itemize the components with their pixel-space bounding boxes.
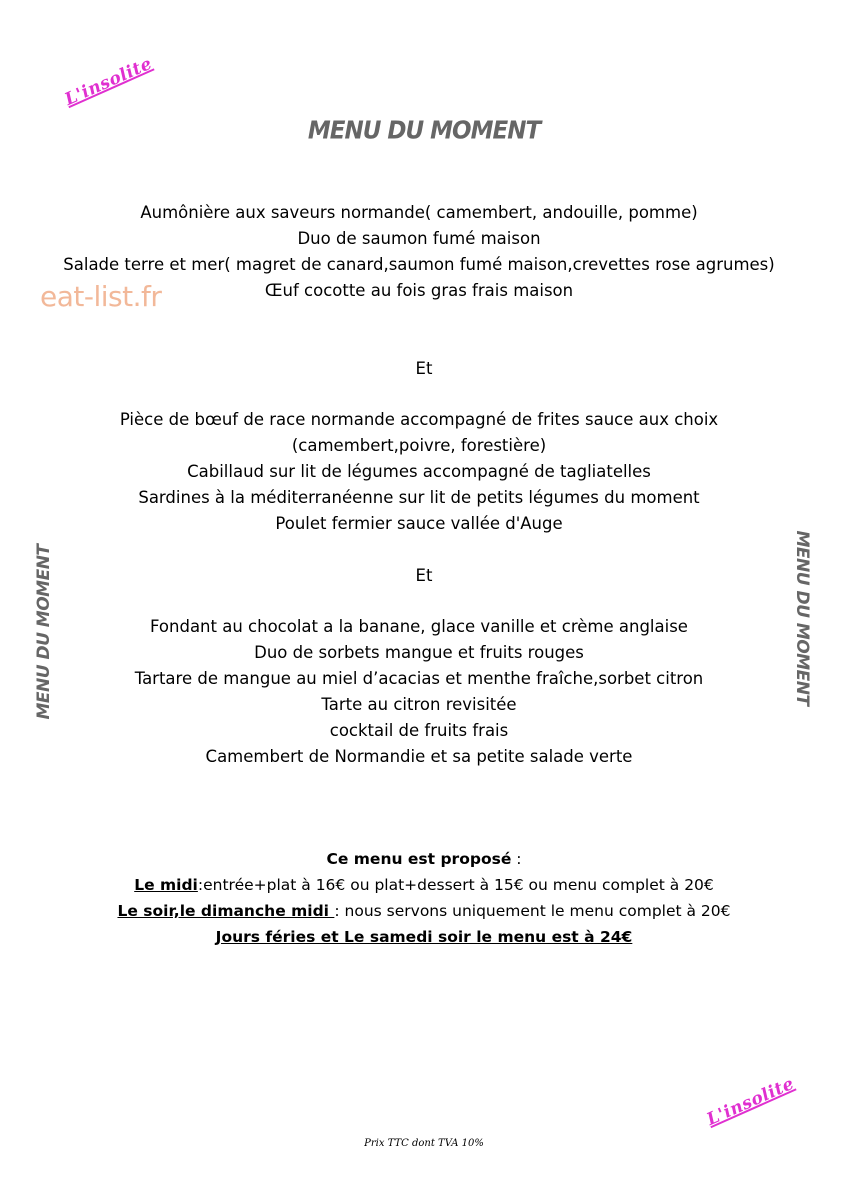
entrees-section bbox=[0, 200, 843, 304]
menu-item: Œuf cocotte au fois gras frais maison bbox=[264, 281, 574, 300]
separator-text: Et bbox=[415, 566, 433, 585]
menu-item: Aumônière aux saveurs normande( camembert, andouille, pomme) bbox=[140, 203, 698, 222]
pricing-info bbox=[0, 846, 848, 950]
watermark: eat-list.fr bbox=[40, 280, 162, 313]
menu-item: Poulet fermier sauce vallée d'Auge bbox=[275, 514, 563, 533]
menu-item: Duo de sorbets mangue et fruits rouges bbox=[254, 643, 584, 662]
menu-item: (camembert,poivre, forestière) bbox=[291, 436, 547, 455]
logo-bottom: L'insolite bbox=[703, 1073, 798, 1130]
desserts-section bbox=[0, 614, 843, 770]
side-title-left: MENU DU MOMENT bbox=[34, 544, 54, 720]
plats-section bbox=[0, 407, 843, 537]
menu-item: Salade terre et mer( magret de canard,saumon fumé maison,crevettes rose agrumes) bbox=[63, 255, 775, 274]
side-title-right: MENU DU MOMENT bbox=[792, 530, 812, 706]
menu-item: Tartare de mangue au miel d’acacias et menthe fraîche,sorbet citron bbox=[134, 669, 704, 688]
menu-item: Sardines à la méditerranéenne sur lit de petits légumes du moment bbox=[138, 488, 700, 507]
menu-item: cocktail de fruits frais bbox=[329, 721, 509, 740]
logo-top: L'insolite bbox=[61, 53, 156, 110]
menu-item: Duo de saumon fumé maison bbox=[297, 229, 541, 248]
menu-item: Cabillaud sur lit de légumes accompagné de tagliatelles bbox=[187, 462, 651, 481]
midi-label: Le midi bbox=[134, 876, 198, 894]
footer-price-note: Prix TTC dont TVA 10% bbox=[364, 1138, 484, 1149]
midi-text: :entrée+plat à 16€ ou plat+dessert à 15€ ou menu complet à 20€ bbox=[197, 876, 714, 894]
menu-item: Tarte au citron revisitée bbox=[321, 695, 517, 714]
pricing-heading-suffix: : bbox=[511, 850, 522, 868]
pricing-feries bbox=[0, 924, 848, 950]
soir-label: Le soir,le dimanche midi bbox=[117, 902, 335, 920]
soir-text: : nous servons uniquement le menu complet à 20€ bbox=[334, 902, 731, 920]
menu-item: Pièce de bœuf de race normande accompagné de frites sauce aux choix bbox=[119, 410, 719, 429]
separator-et bbox=[0, 563, 848, 589]
feries-text: Jours féries et Le samedi soir le menu est à 24€ bbox=[215, 928, 633, 946]
pricing-heading bbox=[0, 846, 848, 872]
menu-item: Fondant au chocolat a la banane, glace vanille et crème anglaise bbox=[150, 617, 688, 636]
menu-item: Camembert de Normandie et sa petite salade verte bbox=[205, 747, 633, 766]
pricing-heading-text: Ce menu est proposé bbox=[326, 850, 512, 868]
separator-text: Et bbox=[415, 359, 433, 378]
page-title: MENU DU MOMENT bbox=[307, 116, 541, 146]
pricing-soir bbox=[0, 898, 848, 924]
pricing-midi bbox=[0, 872, 848, 898]
separator-et bbox=[0, 356, 848, 382]
